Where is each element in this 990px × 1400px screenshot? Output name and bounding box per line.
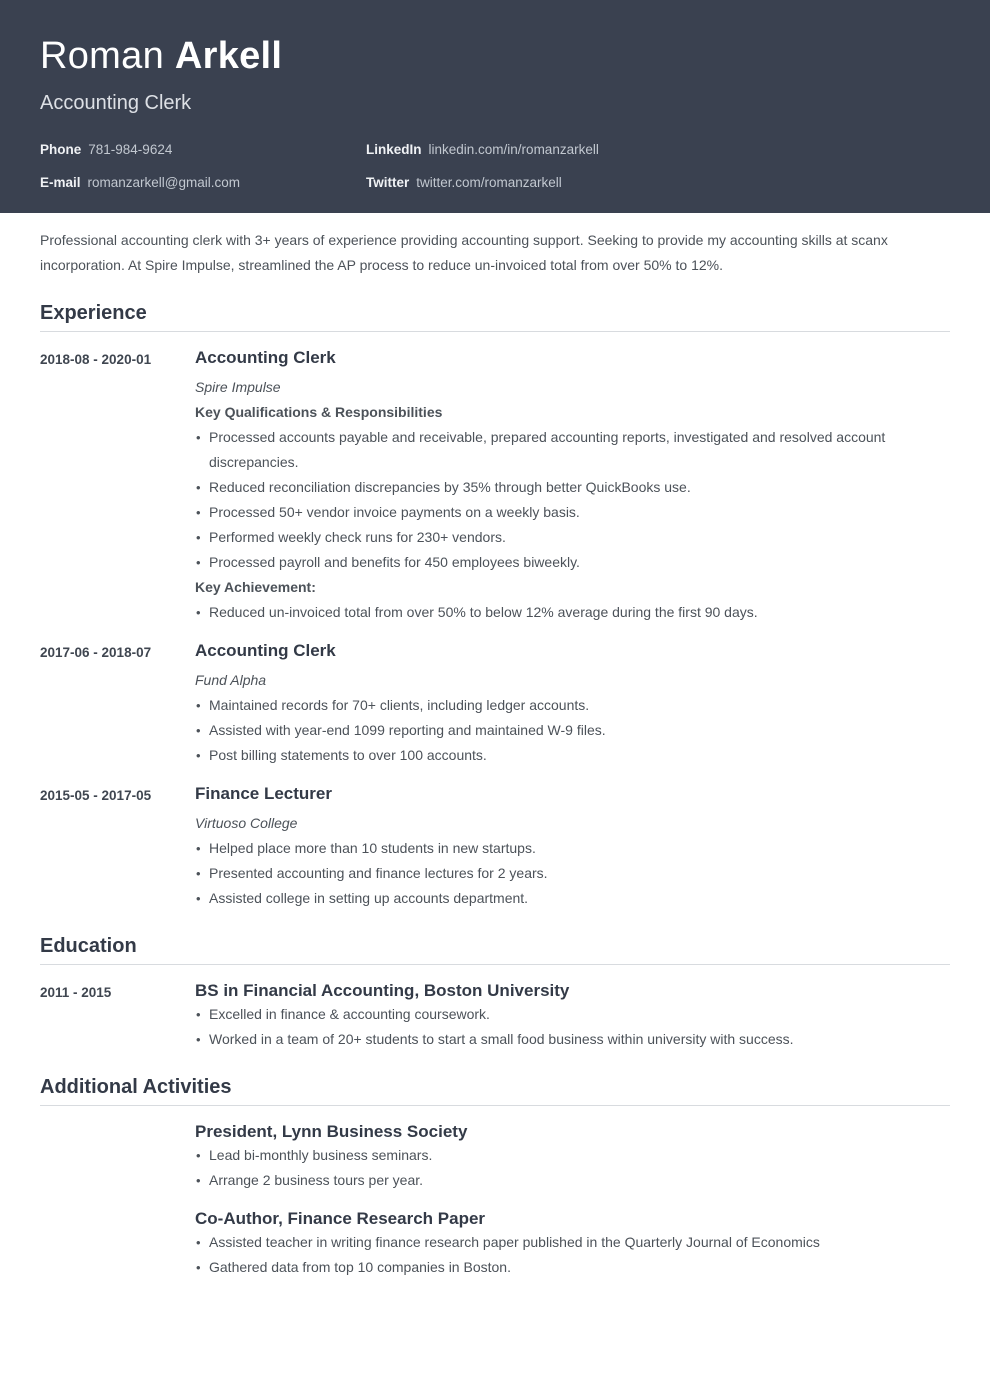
entry-date bbox=[40, 1121, 195, 1193]
bullet-item: • Lead bi-monthly business seminars. bbox=[195, 1143, 950, 1168]
bullet-item: • Helped place more than 10 students in new startups. bbox=[195, 836, 950, 861]
bullet-list bbox=[195, 693, 950, 768]
entry-row bbox=[40, 980, 950, 1052]
entry-row bbox=[40, 783, 950, 911]
resume-section bbox=[40, 934, 950, 1052]
contact-list bbox=[40, 140, 950, 192]
entry-row bbox=[40, 640, 950, 768]
contact-value: linkedin.com/in/romanzarkell bbox=[428, 141, 599, 157]
contact-label: Twitter bbox=[366, 174, 410, 190]
contact-label: Phone bbox=[40, 141, 82, 157]
contact-label: E-mail bbox=[40, 174, 81, 190]
entry-title: Finance Lecturer bbox=[195, 784, 332, 803]
resume-body bbox=[0, 228, 990, 1280]
bullet-item: • Assisted college in setting up accounts department. bbox=[195, 886, 950, 911]
entry-content bbox=[195, 783, 950, 911]
bullet-item: • Processed accounts payable and receivable, prepared accounting reports, investigated and resolved account discrepancies. bbox=[195, 425, 950, 475]
bullet-item: • Presented accounting and finance lectures for 2 years. bbox=[195, 861, 950, 886]
entry-date bbox=[40, 1208, 195, 1280]
section-heading: Education bbox=[40, 934, 950, 965]
entry-date: 2017-06 - 2018-07 bbox=[40, 645, 152, 660]
bullet-list bbox=[195, 836, 950, 911]
contact-item-linkedin bbox=[366, 140, 950, 159]
bullet-item: • Arrange 2 business tours per year. bbox=[195, 1168, 950, 1193]
bullet-item: • Assisted teacher in writing finance research paper published in the Quarterly Journal of Economics bbox=[195, 1230, 950, 1255]
person-job-title: Accounting Clerk bbox=[40, 91, 192, 114]
entry-row bbox=[40, 347, 950, 625]
summary-text: Professional accounting clerk with 3+ years of experience providing accounting support. Seeking to provide my accounting skills at scanx incorporation. At Spire Impulse, streamlined the AP process to reduce un-invoiced total from over 50% to 12%. bbox=[40, 232, 888, 273]
section-heading: Additional Activities bbox=[40, 1075, 950, 1106]
contact-item-twitter bbox=[366, 173, 950, 192]
contact-value: 781-984-9624 bbox=[88, 141, 173, 157]
resume-section bbox=[40, 301, 950, 911]
bullet-item: • Maintained records for 70+ clients, including ledger accounts. bbox=[195, 693, 950, 718]
bullet-item: • Post billing statements to over 100 accounts. bbox=[195, 743, 950, 768]
contact-item-phone bbox=[40, 140, 366, 159]
entry-content bbox=[195, 980, 950, 1052]
contact-item-email bbox=[40, 173, 366, 192]
bullet-list bbox=[195, 1002, 950, 1052]
entry-title: BS in Financial Accounting, Boston University bbox=[195, 981, 570, 1000]
entry-content bbox=[195, 1121, 950, 1193]
entry-content bbox=[195, 347, 950, 625]
bullet-list bbox=[195, 1230, 950, 1280]
entry-company: Spire Impulse bbox=[195, 379, 281, 395]
bullet-item: • Gathered data from top 10 companies in Boston. bbox=[195, 1255, 950, 1280]
bullet-item: • Processed 50+ vendor invoice payments on a weekly basis. bbox=[195, 500, 950, 525]
contact-value: romanzarkell@gmail.com bbox=[87, 174, 241, 190]
entry-title: Accounting Clerk bbox=[195, 348, 336, 367]
section-heading: Experience bbox=[40, 301, 950, 332]
entry-title: Co-Author, Finance Research Paper bbox=[195, 1209, 486, 1228]
bullet-list bbox=[195, 425, 950, 575]
entry-row bbox=[40, 1208, 950, 1280]
resume-section bbox=[40, 1075, 950, 1280]
entry-title: President, Lynn Business Society bbox=[195, 1122, 468, 1141]
bullet-list bbox=[195, 600, 950, 625]
entry-content bbox=[195, 1208, 950, 1280]
entry-content bbox=[195, 640, 950, 768]
entry-title: Accounting Clerk bbox=[195, 641, 336, 660]
entry-subheading: Key Achievement: bbox=[195, 579, 316, 595]
bullet-item: • Reduced un-invoiced total from over 50% to below 12% average during the first 90 days. bbox=[195, 600, 950, 625]
bullet-item: • Reduced reconciliation discrepancies by 35% through better QuickBooks use. bbox=[195, 475, 950, 500]
entry-company: Fund Alpha bbox=[195, 672, 267, 688]
bullet-list bbox=[195, 1143, 950, 1193]
entry-row bbox=[40, 1121, 950, 1193]
contact-value: twitter.com/romanzarkell bbox=[416, 174, 562, 190]
entry-subheading: Key Qualifications & Responsibilities bbox=[195, 404, 443, 420]
bullet-item: • Assisted with year-end 1099 reporting and maintained W-9 files. bbox=[195, 718, 950, 743]
entry-date: 2018-08 - 2020-01 bbox=[40, 352, 152, 367]
person-last-name: Arkell bbox=[174, 35, 283, 77]
person-name bbox=[40, 36, 950, 78]
contact-label: LinkedIn bbox=[366, 141, 422, 157]
resume-header bbox=[0, 0, 990, 213]
bullet-item: • Performed weekly check runs for 230+ vendors. bbox=[195, 525, 950, 550]
bullet-item: • Excelled in finance & accounting coursework. bbox=[195, 1002, 950, 1027]
bullet-item: • Worked in a team of 20+ students to start a small food business within university with success. bbox=[195, 1027, 950, 1052]
bullet-item: • Processed payroll and benefits for 450 employees biweekly. bbox=[195, 550, 950, 575]
person-first-name: Roman bbox=[40, 35, 164, 77]
entry-date: 2011 - 2015 bbox=[40, 985, 112, 1000]
entry-date: 2015-05 - 2017-05 bbox=[40, 788, 152, 803]
entry-company: Virtuoso College bbox=[195, 815, 298, 831]
